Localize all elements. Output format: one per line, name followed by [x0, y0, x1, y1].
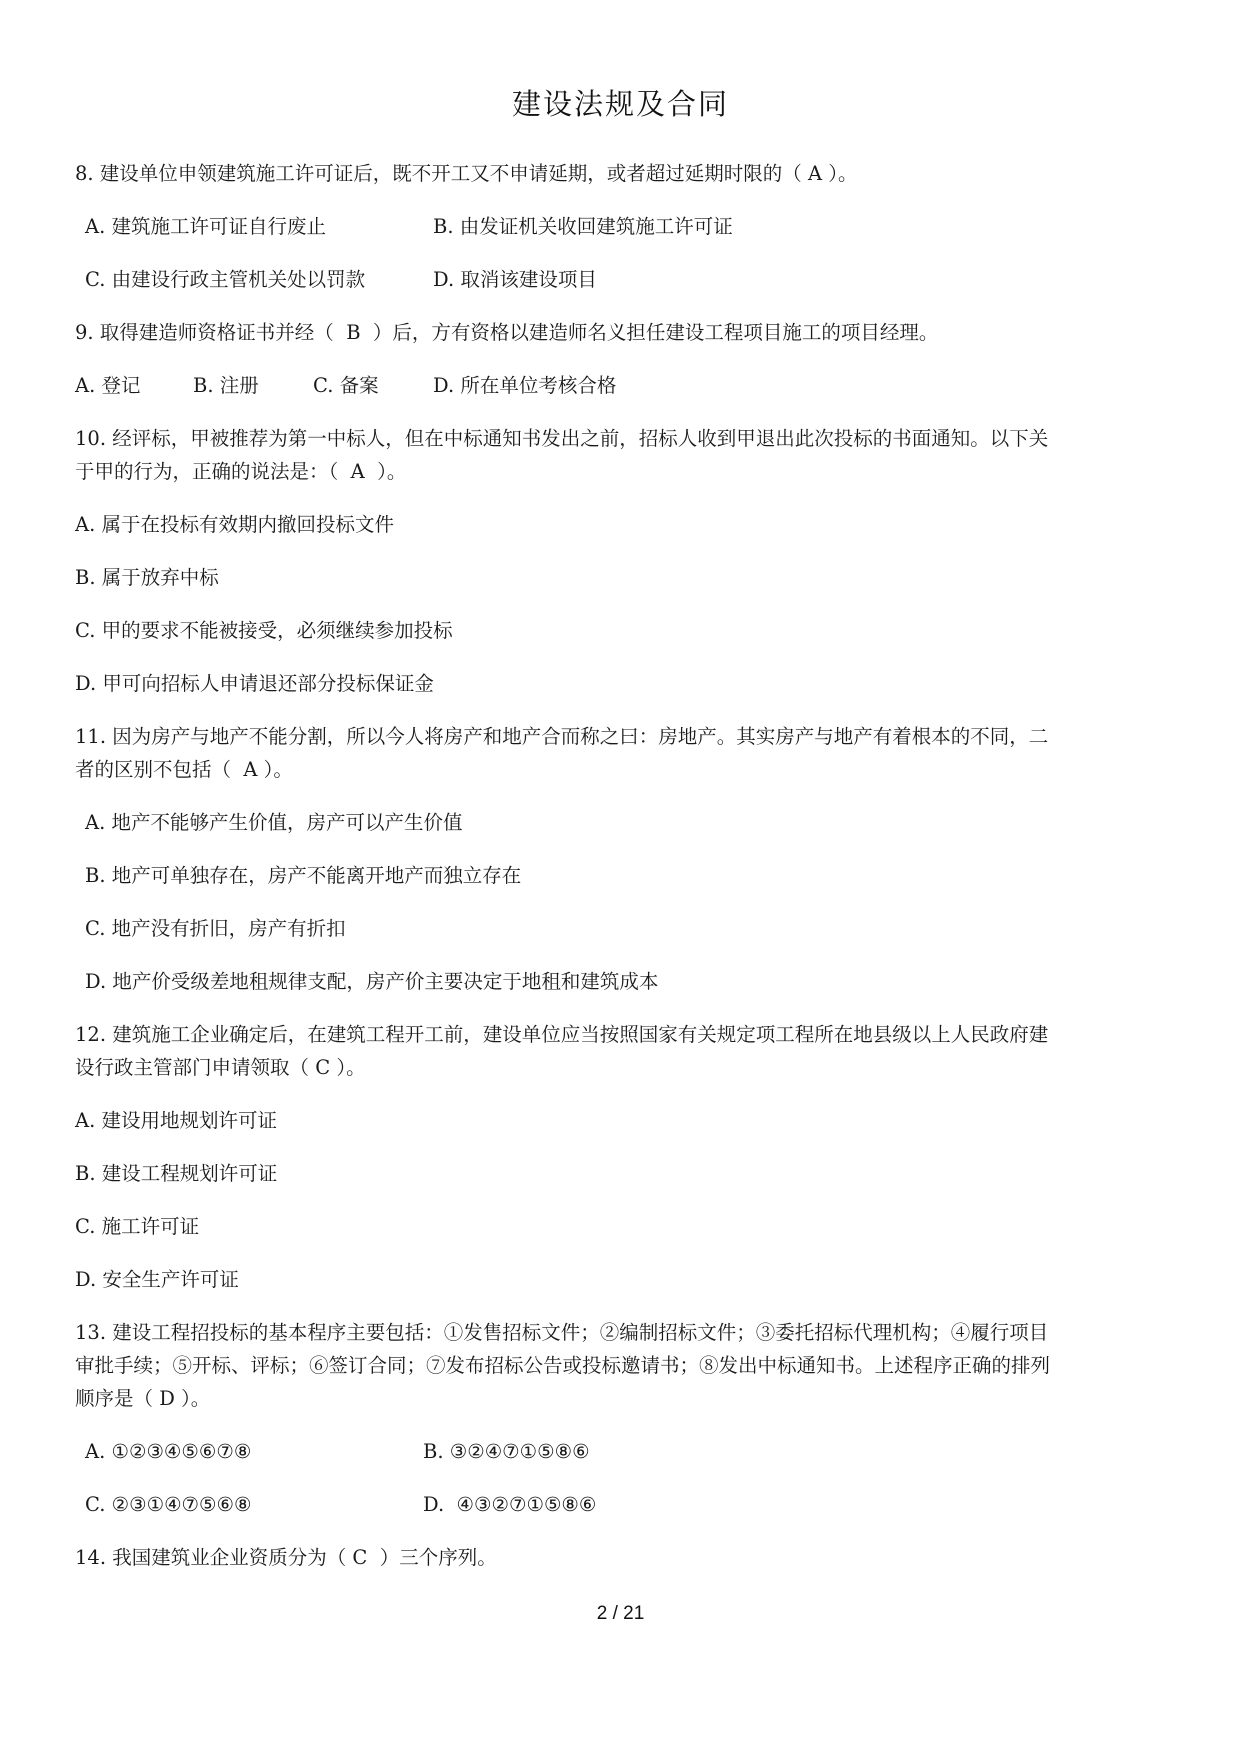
question-13-option-a: A. ①②③④⑤⑥⑦⑧ [85, 1440, 252, 1463]
question-13-option-d: D. ④③②⑦①⑤⑧⑥ [423, 1493, 597, 1516]
question-10-option-a: A. 属于在投标有效期内撤回投标文件 [75, 513, 394, 536]
question-11-option-c: C. 地产没有折旧，房产有折扣 [85, 917, 346, 940]
question-8-option-b: B. 由发证机关收回建筑施工许可证 [433, 215, 733, 238]
question-10-stem-line-1: 10. 经评标，甲被推荐为第一中标人，但在中标通知书发出之前，招标人收到甲退出此次投标的书面通知。以下关 [75, 427, 1049, 450]
question-10-stem-line-2: 于甲的行为，正确的说法是：（ A ）。 [75, 460, 407, 483]
question-12-stem-line-2: 设行政主管部门申请领取（ C ）。 [75, 1056, 366, 1079]
question-11-option-a: A. 地产不能够产生价值，房产可以产生价值 [85, 811, 463, 834]
question-10-option-c: C. 甲的要求不能被接受，必须继续参加投标 [75, 619, 453, 642]
question-14-stem: 14. 我国建筑业企业资质分为（ C ）三个序列。 [75, 1546, 497, 1569]
question-8-option-d: D. 取消该建设项目 [433, 268, 597, 291]
question-11-option-d: D. 地产价受级差地租规律支配，房产价主要决定于地租和建筑成本 [85, 970, 659, 993]
question-9-stem: 9. 取得建造师资格证书并经（ B ）后，方有资格以建造师名义担任建设工程项目施工的项目经理。 [75, 321, 939, 344]
question-12-option-d: D. 安全生产许可证 [75, 1268, 239, 1291]
question-9-option-b: B. 注册 [193, 374, 259, 397]
question-13-stem-line-3: 顺序是（ D ）。 [75, 1387, 211, 1410]
question-9-option-d: D. 所在单位考核合格 [433, 374, 617, 397]
question-10-option-b: B. 属于放弃中标 [75, 566, 219, 589]
page-title: 建设法规及合同 [511, 87, 729, 121]
question-8-option-a: A. 建筑施工许可证自行废止 [85, 215, 326, 238]
question-9-option-a: A. 登记 [75, 374, 141, 397]
question-11-stem-line-2: 者的区别不包括（ A ）。 [75, 758, 293, 781]
question-13-stem-line-1: 13. 建设工程招投标的基本程序主要包括：①发售招标文件；②编制招标文件；③委托招标代理机构；④履行项目 [75, 1321, 1049, 1344]
question-11-option-b: B. 地产可单独存在，房产不能离开地产而独立存在 [85, 864, 522, 887]
question-9-option-c: C. 备案 [313, 374, 379, 397]
question-13-option-b: B. ③②④⑦①⑤⑧⑥ [423, 1440, 590, 1463]
page-number: 2 / 21 [596, 1603, 645, 1624]
question-13-stem-line-2: 审批手续；⑤开标、评标；⑥签订合同；⑦发布招标公告或投标邀请书；⑧发出中标通知书。上述程序正确的排列 [75, 1354, 1051, 1377]
question-12-option-c: C. 施工许可证 [75, 1215, 200, 1238]
question-8-stem: 8. 建设单位申领建筑施工许可证后，既不开工又不申请延期，或者超过延期时限的（ A ）。 [75, 162, 858, 185]
question-11-stem-line-1: 11. 因为房产与地产不能分割，所以今人将房产和地产合而称之曰：房地产。其实房产与地产有着根本的不同，二 [75, 725, 1049, 748]
question-12-stem-line-1: 12. 建筑施工企业确定后，在建筑工程开工前，建设单位应当按照国家有关规定项工程所在地县级以上人民政府建 [75, 1023, 1049, 1046]
question-12-option-b: B. 建设工程规划许可证 [75, 1162, 278, 1185]
question-10-option-d: D. 甲可向招标人申请退还部分投标保证金 [75, 672, 434, 695]
question-8-option-c: C. 由建设行政主管机关处以罚款 [85, 268, 366, 291]
question-13-option-c: C. ②③①④⑦⑤⑥⑧ [85, 1493, 252, 1516]
question-12-option-a: A. 建设用地规划许可证 [75, 1109, 277, 1132]
